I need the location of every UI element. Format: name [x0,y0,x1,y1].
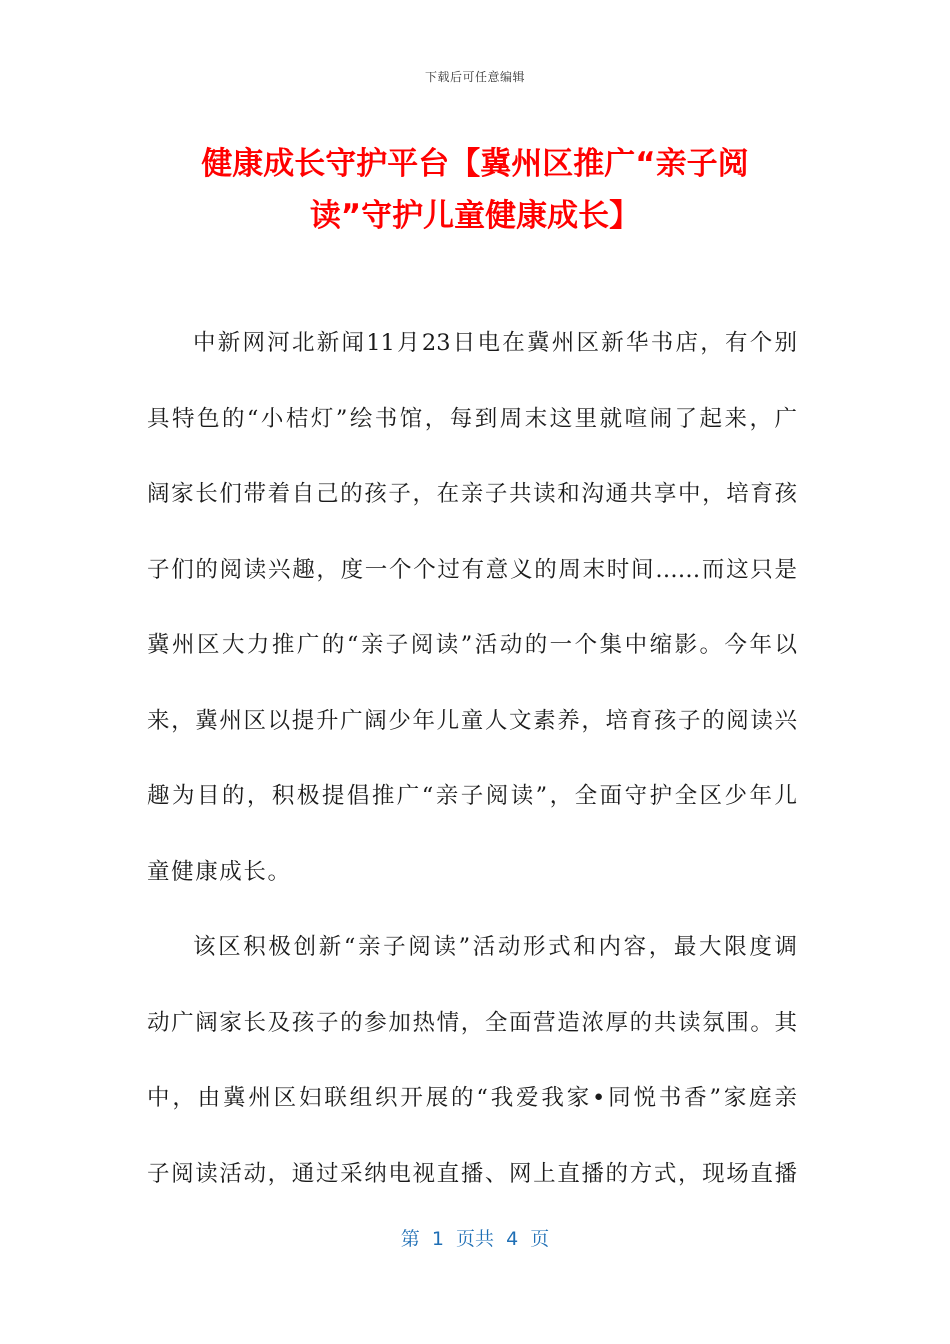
paragraph-line: 该区积极创新“亲子阅读”活动形式和内容，最大限度调 [193,934,797,960]
title-line-1: 健康成长守护平台【冀州区推广“亲子阅 [201,146,749,182]
paragraph-line: 子们的阅读兴趣，度一个个过有意义的周末时间……而这只是 [147,556,797,583]
title-line-2: 读”守护儿童健康成长】 [309,198,641,234]
paragraph-line: 子阅读活动，通过采纳电视直播、网上直播的方式，现场直播 [147,1160,797,1187]
article-body [147,318,797,1224]
document-title [150,138,800,242]
paragraph-line: 具特色的“小桔灯”绘书馆，每到周末这里就喧闹了起来，广 [147,405,797,432]
paragraph-line: 冀州区大力推广的“亲子阅读”活动的一个集中缩影。今年以 [147,632,797,658]
header-note: 下载后可任意编辑 [424,70,525,84]
paragraph-line: 动广阔家长及孩子的参加热情，全面营造浓厚的共读氛围。其 [147,1009,797,1036]
paragraph-line: 阔家长们带着自己的孩子，在亲子共读和沟通共享中，培育孩 [147,481,797,507]
paragraph-line: 来，冀州区以提升广阔少年儿童人文素养，培育孩子的阅读兴 [147,707,797,734]
page-number-footer: 第 1 页共 4 页 [400,1228,550,1250]
paragraph-line: 中新网河北新闻11月23日电在冀州区新华书店，有个别 [193,330,797,356]
paragraph-line: 趣为目的，积极提倡推广“亲子阅读”，全面守护全区少年儿 [147,783,797,809]
paragraph-line: 童健康成长。 [147,858,292,885]
paragraph-line: 中，由冀州区妇联组织开展的“我爱我家•同悦书香”家庭亲 [147,1085,797,1111]
